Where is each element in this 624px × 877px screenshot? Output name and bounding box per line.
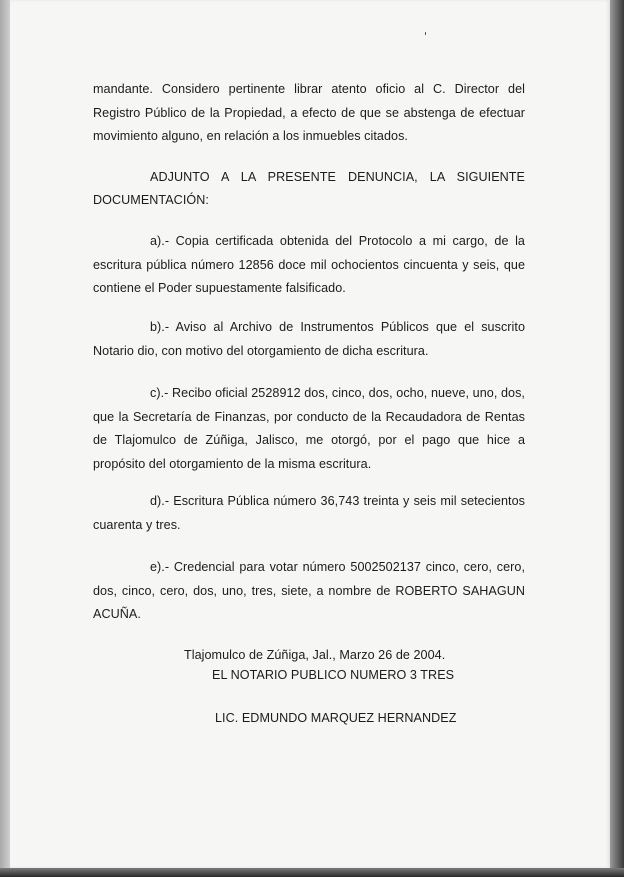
heading-line-2: DOCUMENTACIÓN: bbox=[93, 193, 209, 207]
scan-bottom-edge bbox=[0, 868, 624, 877]
heading-line-1: ADJUNTO A LA PRESENTE DENUNCIA, LA SIGUIENTE bbox=[150, 170, 525, 184]
item-b: b).- Aviso al Archivo de Instrumentos Públicos que el suscrito Notario dio, con motivo del otorgamiento de dicha escritura. bbox=[93, 320, 525, 358]
paragraph-intro: mandante. Considero pertinente librar atento oficio al C. Director del Registro Público de la Propiedad, a efecto de que se abstenga de efectuar movimiento alguno, en relación a los inmuebles citados. bbox=[93, 82, 525, 143]
place-date: Tlajomulco de Zúñiga, Jal., Marzo 26 de 2004. bbox=[184, 648, 446, 662]
item-a: a).- Copia certificada obtenida del Protocolo a mi cargo, de la escritura pública número 12856 doce mil ochocientos cincuenta y seis, que contiene el Poder supuestamente falsificado. bbox=[93, 234, 525, 295]
item-c: c).- Recibo oficial 2528912 dos, cinco, dos, ocho, nueve, uno, dos, que la Secretaría de Finanzas, por conducto de la Recaudadora de Rentas de Tlajomulco de Zúñiga, Jalisco, me otorgó, por el pago que hice a propósito del otorgamiento de la misma escritura. bbox=[93, 386, 525, 471]
scan-left-edge bbox=[0, 0, 10, 877]
signatory-name: LIC. EDMUNDO MARQUEZ HERNANDEZ bbox=[215, 711, 457, 725]
scan-right-edge bbox=[610, 0, 624, 877]
item-d: d).- Escritura Pública número 36,743 treinta y seis mil setecientos cuarenta y tres. bbox=[93, 494, 525, 532]
item-e: e).- Credencial para votar número 5002502137 cinco, cero, cero, dos, cinco, cero, dos, uno, tres, siete, a nombre de ROBERTO SAHAGUN ACUÑA. bbox=[93, 560, 525, 621]
scan-speck bbox=[425, 32, 426, 35]
notary-title: EL NOTARIO PUBLICO NUMERO 3 TRES bbox=[212, 668, 455, 682]
